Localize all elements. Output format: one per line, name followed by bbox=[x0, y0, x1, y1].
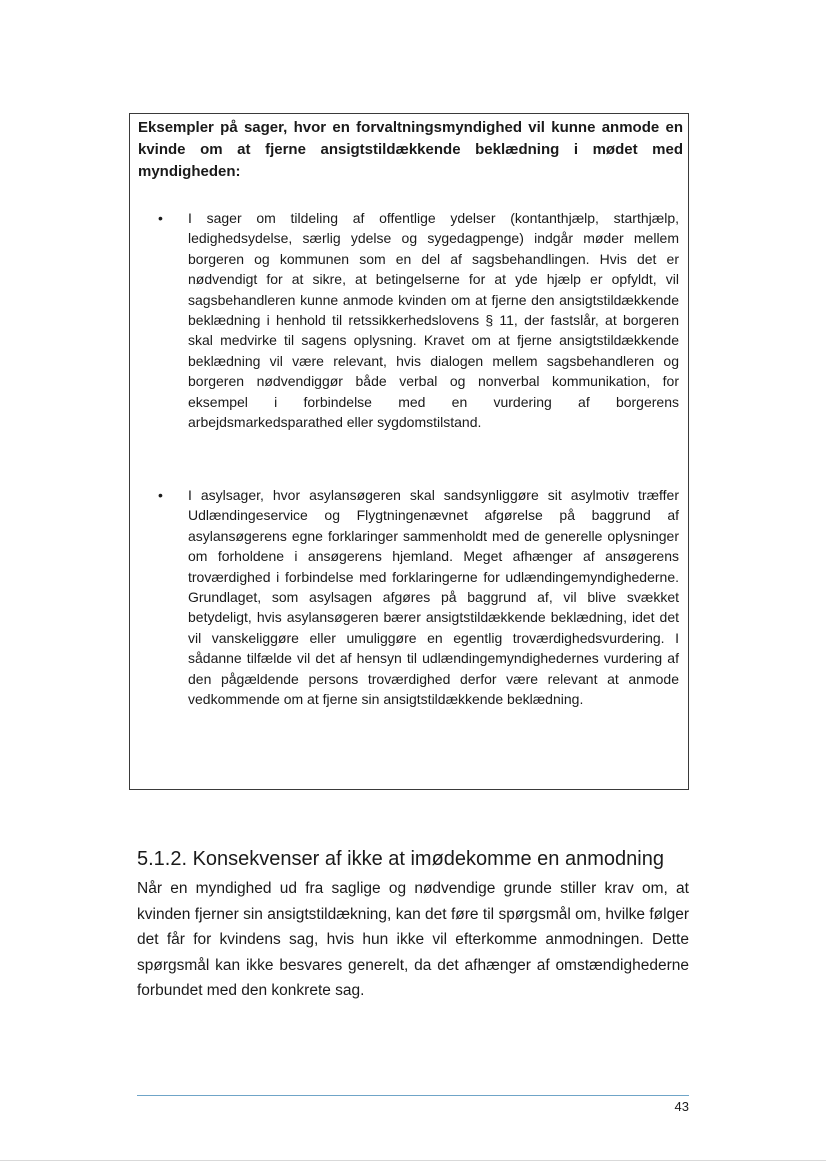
example-box-title: Eksempler på sager, hvor en forvaltningsmyndighed vil kunne anmode en kvinde om at fjerne ansigtstildækkende beklædning i mødet med myndigheden: bbox=[138, 119, 683, 180]
footer-divider bbox=[137, 1095, 689, 1096]
bullet-icon: • bbox=[158, 487, 163, 503]
list-item-text: I asylsager, hvor asylansøgeren skal sandsynliggøre sit asylmotiv træffer Udlændingeservice og Flygtningenævnet afgørelse på baggrund af asylansøgerens egne forklaringer sammenholdt med de generelle oplysninger om forholdene i ansøgerens hjemland. Meget afhænger af ansøgerens troværdighed i forbindelse med forklaringerne for udlændingemyndighederne. Grundlaget, som asylsagen afgøres på baggrund af, vil blive svækket betydeligt, hvis asylansøgeren bærer ansigtstildækkende beklædning, idet det vil vanskeliggøre eller umuliggøre en egentlig troværdighedsvurdering. I sådanne tilfælde vil det af hensyn til udlændingemyndighedernes vurdering af den pågældende persons troværdighed derfor være relevant at anmode vedkommende om at fjerne sin ansigtstildækkende beklædning. bbox=[188, 487, 679, 708]
page-number: 43 bbox=[674, 1099, 689, 1114]
list-item bbox=[158, 485, 679, 709]
section-heading: 5.1.2. Konsekvenser af ikke at imødekomme en anmodning bbox=[137, 848, 664, 870]
scan-edge-line bbox=[0, 1160, 826, 1161]
section-body-paragraph: Når en myndighed ud fra saglige og nødvendige grunde stiller krav om, at kvinden fjerner sin ansigtstildækning, kan det føre til spørgsmål om, hvilke følger det får for kvindens sag, hvis hun ikke vil efterkomme anmodningen. Dette spørgsmål kan ikke besvares generelt, da det afhænger af omstændighederne forbundet med den konkrete sag. bbox=[137, 880, 689, 999]
list-item bbox=[158, 208, 679, 432]
bullet-icon: • bbox=[158, 210, 163, 226]
list-item-text: I sager om tildeling af offentlige ydelser (kontanthjælp, starthjælp, ledighedsydelse, særlig ydelse og sygedagpenge) indgår møder mellem borgeren og kommunen som en del af sagsbehandlingen. Hvis det er nødvendigt for at sikre, at betingelserne for at yde hjælp er opfyldt, vil sagsbehandleren kunne anmode kvinden om at fjerne den ansigtstildækkende beklædning i henhold til retssikkerhedslovens § 11, der fastslår, at borgeren skal medvirke til sagens oplysning. Kravet om at fjerne ansigtstildækkende beklædning vil være relevant, hvis dialogen mellem sagsbehandleren og borgeren nødvendiggør både verbal og nonverbal kommunikation, for eksempel i forbindelse med en vurdering af borgerens arbejdsmarkedsparathed eller sygdomstilstand. bbox=[188, 210, 679, 431]
